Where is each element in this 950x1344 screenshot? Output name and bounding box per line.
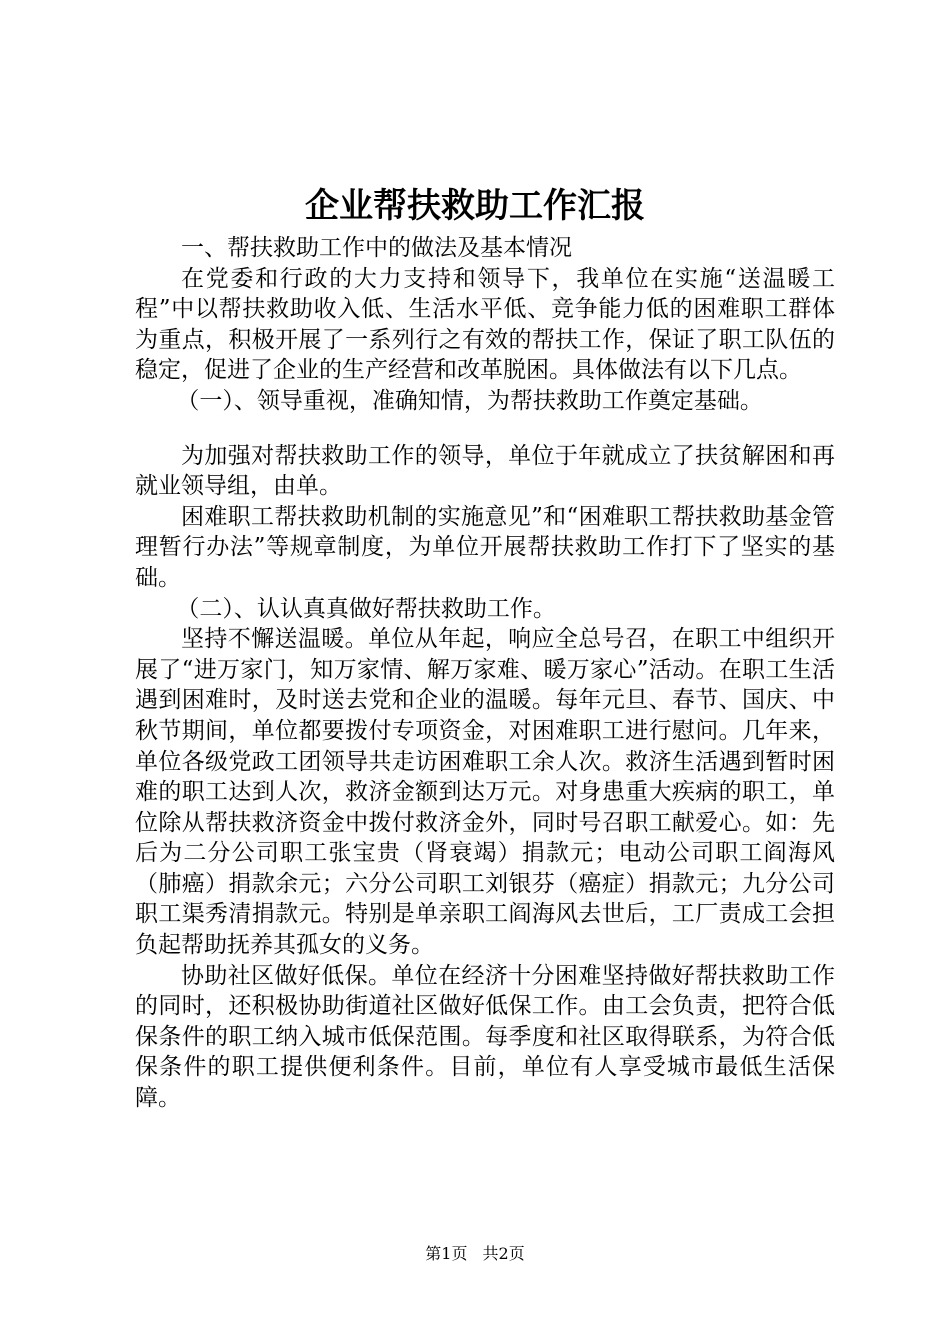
paragraph-low-income-support: 协助社区做好低保。单位在经济十分困难坚持做好帮扶救助工作的同时，还积极协助街道社区做好低保工作。由工会负责，把符合低保条件的职工纳入城市低保范围。每季度和社区取得联系，为符合低保条件的职工提供便利条件。目前，单位有人享受城市最低生活保障。: [135, 962, 835, 1112]
section-heading-1: 一、帮扶救助工作中的做法及基本情况: [181, 235, 572, 261]
document-body: [135, 233, 835, 1114]
page-number-total: 共2页: [482, 1244, 525, 1263]
page-number-current: 第1页: [425, 1244, 468, 1263]
document-title: 企业帮扶救助工作汇报: [305, 186, 645, 226]
paragraph-leadership: 为加强对帮扶救助工作的领导，单位于年就成立了扶贫解困和再就业领导组，由单。: [135, 442, 835, 500]
subsection-heading-2: （二）、认认真真做好帮扶救助工作。: [176, 595, 556, 622]
paragraph-regulations: 困难职工帮扶救助机制的实施意见”和“困难职工帮扶救助基金管理暂行办法”等规章制度，为单位开展帮扶救助工作打下了坚实的基础。: [135, 503, 835, 591]
subsection-heading-1: （一）、领导重视，准确知情，为帮扶救助工作奠定基础。: [176, 387, 763, 414]
paragraph-intro: 在党委和行政的大力支持和领导下，我单位在实施“送温暖工程”中以帮扶救助收入低、生活水平低、竞争能力低的困难职工群体为重点，积极开展了一系列行之有效的帮扶工作，保证了职工队伍的稳定，促进了企业的生产经营和改革脱困。具体做法有以下几点。: [135, 265, 835, 384]
page-footer: [0, 1243, 950, 1265]
paragraph-warmth: 坚持不懈送温暖。单位从年起，响应全总号召，在职工中组织开展了“进万家门，知万家情、解万家难、暖万家心”活动。在职工生活遇到困难时，及时送去党和企业的温暖。每年元旦、春节、国庆、中秋节期间，单位都要拨付专项资金，对困难职工进行慰问。几年来，单位各级党政工团领导共走访困难职工余人次。救济生活遇到暂时困难的职工达到人次，救济金额到达万元。对身患重大疾病的职工，单位除从帮扶救济资金中拨付救济金外，同时号召职工献爱心。如：先后为二分公司职工张宝贵（肾衰竭）捐款元；电动公司职工阎海风（肺癌）捐款余元；六分公司职工刘银芬（癌症）捐款元；九分公司职工渠秀清捐款元。特别是单亲职工阎海风去世后，工厂责成工会担负起帮助抚养其孤女的义务。: [135, 626, 835, 959]
